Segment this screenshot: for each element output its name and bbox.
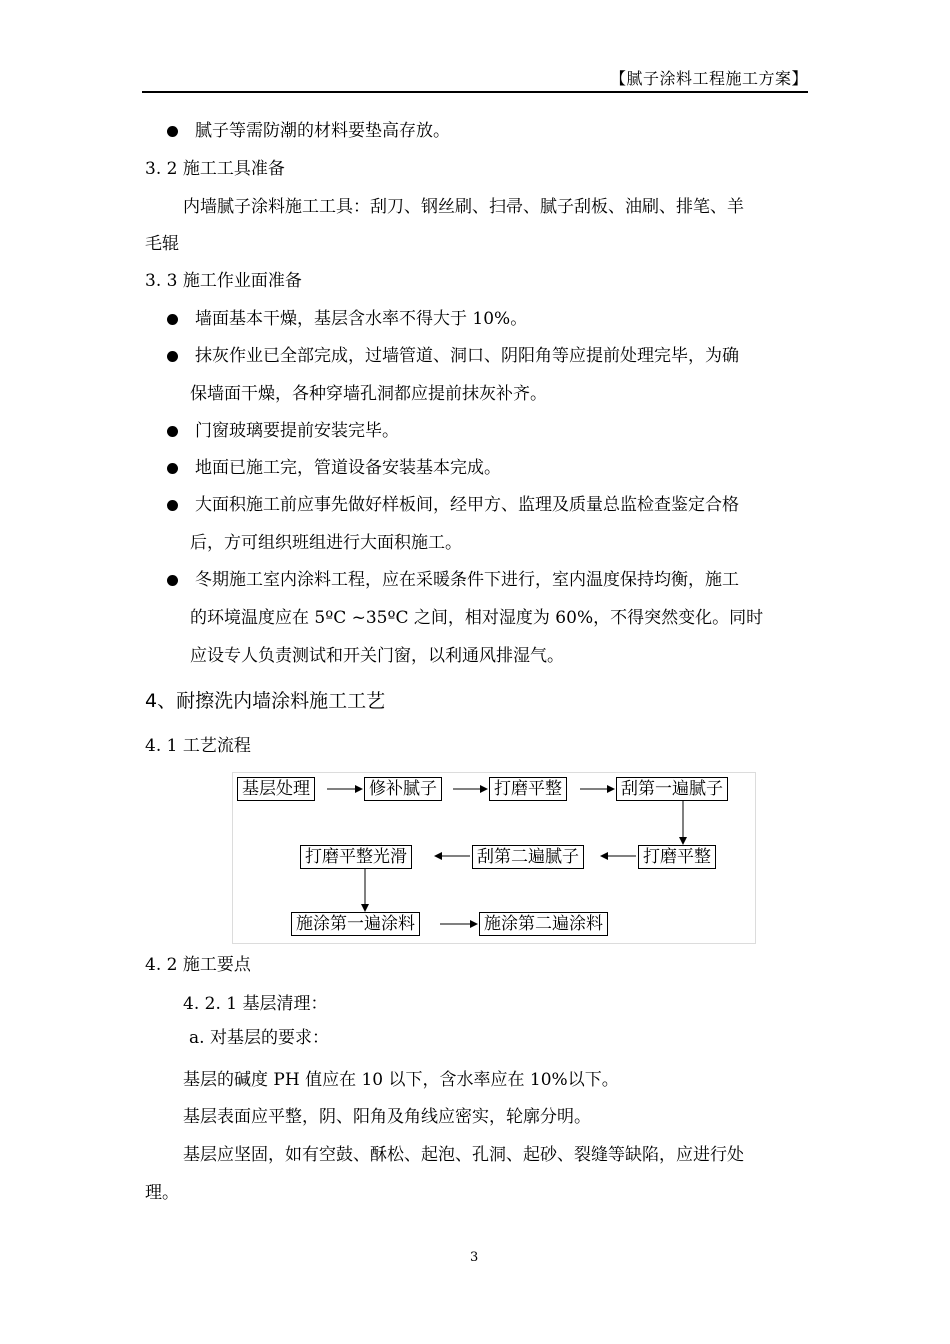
flow-step: 修补腻子 [364, 777, 442, 801]
chapter-heading: 4、耐擦洗内墙涂料施工工艺 [145, 690, 386, 712]
flow-step: 基层处理 [237, 777, 315, 801]
bullet-text: 腻子等需防潮的材料要垫高存放。 [195, 121, 450, 141]
bullet-text: 墙面基本干燥，基层含水率不得大于 10%。 [195, 309, 528, 329]
list-item-label: a. 对基层的要求： [189, 1028, 329, 1048]
bullet-text: 大面积施工前应事先做好样板间，经甲方、监理及质量总监检查鉴定合格 [195, 495, 739, 515]
bullet-text: 后，方可组织班组进行大面积施工。 [190, 533, 462, 553]
bullet-text: 应设专人负责测试和开关门窗，以利通风排湿气。 [190, 646, 564, 666]
paragraph-text: 基层表面应平整，阴、阳角及角线应密实，轮廓分明。 [183, 1107, 591, 1127]
flow-step: 打磨平整 [638, 845, 716, 869]
bullet-text: 地面已施工完，管道设备安装基本完成。 [195, 458, 501, 478]
header-title: 【腻子涂料工程施工方案】 [609, 69, 808, 88]
bullet-text: 门窗玻璃要提前安装完毕。 [195, 421, 399, 441]
paragraph-text: 理。 [145, 1183, 179, 1203]
section-heading: 4. 2 施工要点 [145, 955, 251, 975]
bullet-text: 保墙面干燥，各种穿墙孔洞都应提前抹灰补齐。 [190, 384, 547, 404]
section-heading: 4. 1 工艺流程 [145, 736, 251, 756]
flow-step: 施涂第二遍涂料 [479, 912, 608, 936]
section-heading: 3. 2 施工工具准备 [145, 159, 285, 179]
bullet-text: 抹灰作业已全部完成，过墙管道、洞口、阴阳角等应提前处理完毕，为确 [195, 346, 739, 366]
flow-step: 打磨平整光滑 [300, 845, 412, 869]
paragraph-text: 基层的碱度 PH 值应在 10 以下，含水率应在 10%以下。 [183, 1070, 619, 1090]
paragraph-text: 基层应坚固，如有空鼓、酥松、起泡、孔洞、起砂、裂缝等缺陷，应进行处 [183, 1145, 744, 1165]
bullet-text: 冬期施工室内涂料工程，应在采暖条件下进行，室内温度保持均衡，施工 [195, 570, 739, 590]
page-number: 3 [470, 1250, 479, 1265]
flow-step: 施涂第一遍涂料 [291, 912, 420, 936]
flow-step: 打磨平整 [489, 777, 567, 801]
flow-step: 刮第二遍腻子 [472, 845, 584, 869]
subsection-heading: 4. 2. 1 基层清理： [183, 994, 328, 1014]
bullet-text: 的环境温度应在 5ºC ~35ºC 之间，相对湿度为 60%，不得突然变化。同时 [190, 608, 764, 628]
section-heading: 3. 3 施工作业面准备 [145, 271, 302, 291]
paragraph-text: 毛辊 [145, 234, 179, 254]
flow-step: 刮第一遍腻子 [616, 777, 728, 801]
paragraph-text: 内墙腻子涂料施工工具：刮刀、钢丝刷、扫帚、腻子刮板、油刷、排笔、羊 [183, 197, 744, 217]
